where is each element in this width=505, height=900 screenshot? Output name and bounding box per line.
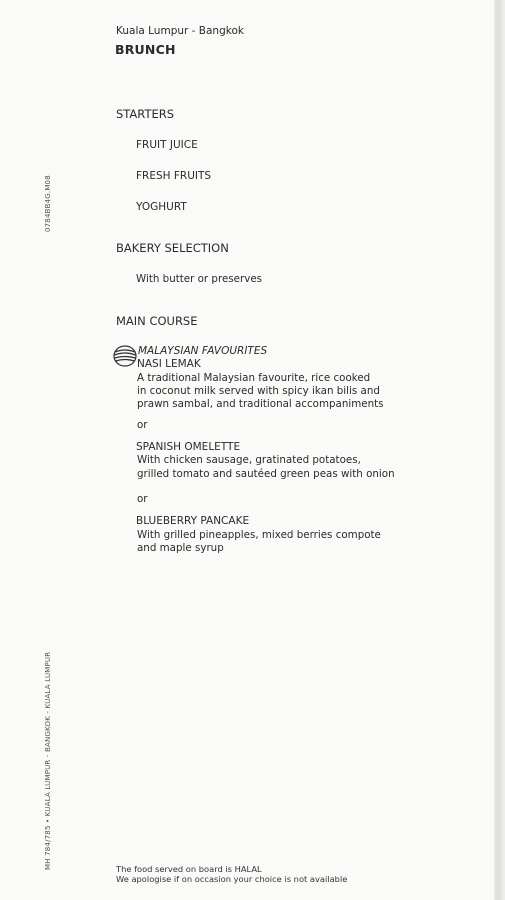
side-print-code: 0784BB4G.M08 bbox=[44, 175, 52, 232]
dish-description-line: prawn sambal, and traditional accompaniments bbox=[137, 398, 384, 410]
card-edge bbox=[494, 0, 505, 900]
dish-name: BLUEBERRY PANCAKE bbox=[136, 515, 250, 527]
bakery-note: With butter or preserves bbox=[136, 273, 263, 285]
main-course-heading: MAIN COURSE bbox=[116, 314, 198, 328]
dish-name: SPANISH OMELETTE bbox=[136, 441, 241, 453]
starter-item: YOGHURT bbox=[136, 201, 187, 213]
side-flight-route: MH 784/785 • KUALA LUMPUR - BANGKOK - KUALA LUMPUR bbox=[44, 651, 52, 870]
dish-description-line: and maple syrup bbox=[137, 542, 224, 554]
footer-apology-note: We apologise if on occasion your choice is not available bbox=[116, 874, 348, 884]
meal-title: BRUNCH bbox=[115, 42, 176, 57]
or-separator: or bbox=[137, 419, 148, 431]
route-title: Kuala Lumpur - Bangkok bbox=[116, 25, 244, 37]
or-separator: or bbox=[137, 493, 148, 505]
dish-description-line: A traditional Malaysian favourite, rice cooked bbox=[137, 372, 371, 384]
dish-description-line: in coconut milk served with spicy ikan bilis and bbox=[137, 385, 380, 397]
favourites-label: MALAYSIAN FAVOURITES bbox=[138, 345, 268, 357]
malaysian-favourites-logo-icon bbox=[113, 345, 137, 367]
dish-description-line: With chicken sausage, gratinated potatoes, bbox=[137, 454, 361, 466]
dish-name: NASI LEMAK bbox=[137, 358, 201, 370]
starter-item: FRESH FRUITS bbox=[136, 170, 212, 182]
starters-heading: STARTERS bbox=[116, 107, 175, 121]
dish-description-line: grilled tomato and sautéed green peas with onion bbox=[137, 468, 395, 480]
dish-description-line: With grilled pineapples, mixed berries compote bbox=[137, 529, 381, 541]
bakery-heading: BAKERY SELECTION bbox=[116, 241, 229, 255]
footer-halal-note: The food served on board is HALAL bbox=[116, 864, 262, 874]
starter-item: FRUIT JUICE bbox=[136, 139, 198, 151]
